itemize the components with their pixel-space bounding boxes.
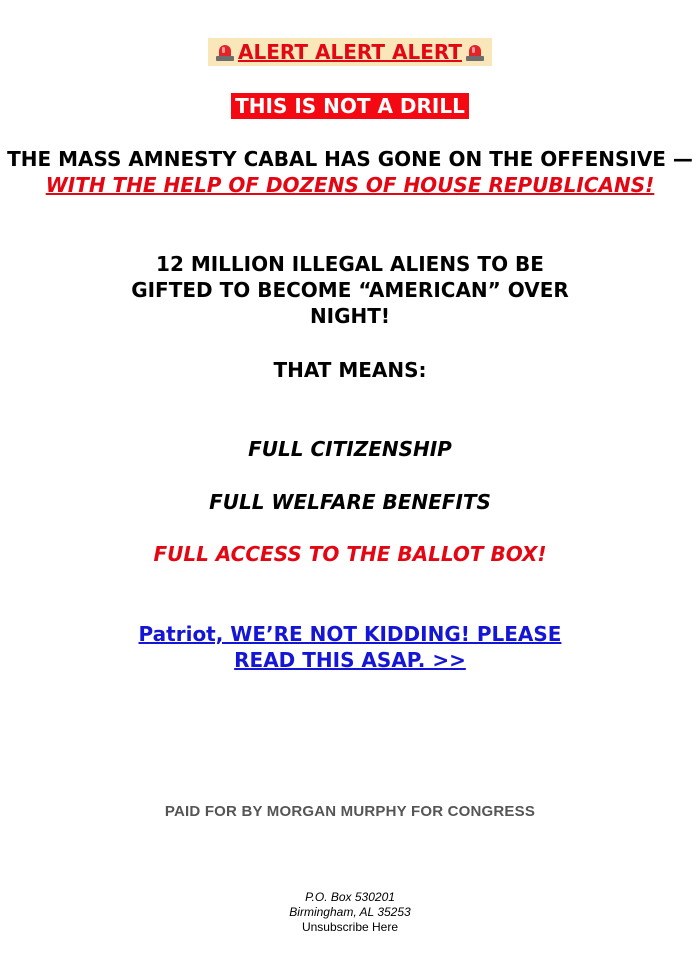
cta-link-block (0, 621, 700, 673)
headline-emphasis: WITH THE HELP OF DOZENS OF HOUSE REPUBLICANS! (45, 173, 655, 197)
claim-line: GIFTED TO BECOME “AMERICAN” OVER (131, 278, 569, 302)
paid-for-disclaimer: PAID FOR BY MORGAN MURPHY FOR CONGRESS (164, 803, 536, 820)
headline-text: THE MASS AMNESTY CABAL HAS GONE ON THE OFFENSIVE — (7, 147, 693, 171)
drill-banner (0, 93, 700, 119)
cta-line: Patriot, WE’RE NOT KIDDING! PLEASE (138, 622, 562, 646)
siren-icon (466, 45, 484, 61)
alert-banner (0, 38, 700, 66)
cta-link[interactable] (139, 622, 562, 672)
cta-line: READ THIS ASAP. >> (234, 648, 466, 672)
footer-address (0, 890, 700, 935)
po-box: P.O. Box 530201 (305, 890, 395, 904)
claim-line: NIGHT! (309, 304, 391, 328)
bullet-welfare: FULL WELFARE BENEFITS (209, 490, 491, 514)
alert-text[interactable]: ALERT ALERT ALERT (237, 40, 462, 64)
alert-highlight (208, 38, 492, 66)
claim-line: 12 MILLION ILLEGAL ALIENS TO BE (156, 252, 544, 276)
drill-text: THIS IS NOT A DRILL (231, 93, 469, 119)
city-line: Birmingham, AL 35253 (289, 905, 411, 919)
bullet-ballot-box: FULL ACCESS TO THE BALLOT BOX! (153, 542, 547, 566)
headline (0, 146, 700, 198)
siren-icon (216, 45, 234, 61)
claim-paragraph (0, 251, 700, 329)
that-means-heading: THAT MEANS: (273, 358, 427, 382)
bullet-citizenship: FULL CITIZENSHIP (248, 437, 452, 461)
unsubscribe-link[interactable]: Unsubscribe Here (301, 920, 399, 934)
